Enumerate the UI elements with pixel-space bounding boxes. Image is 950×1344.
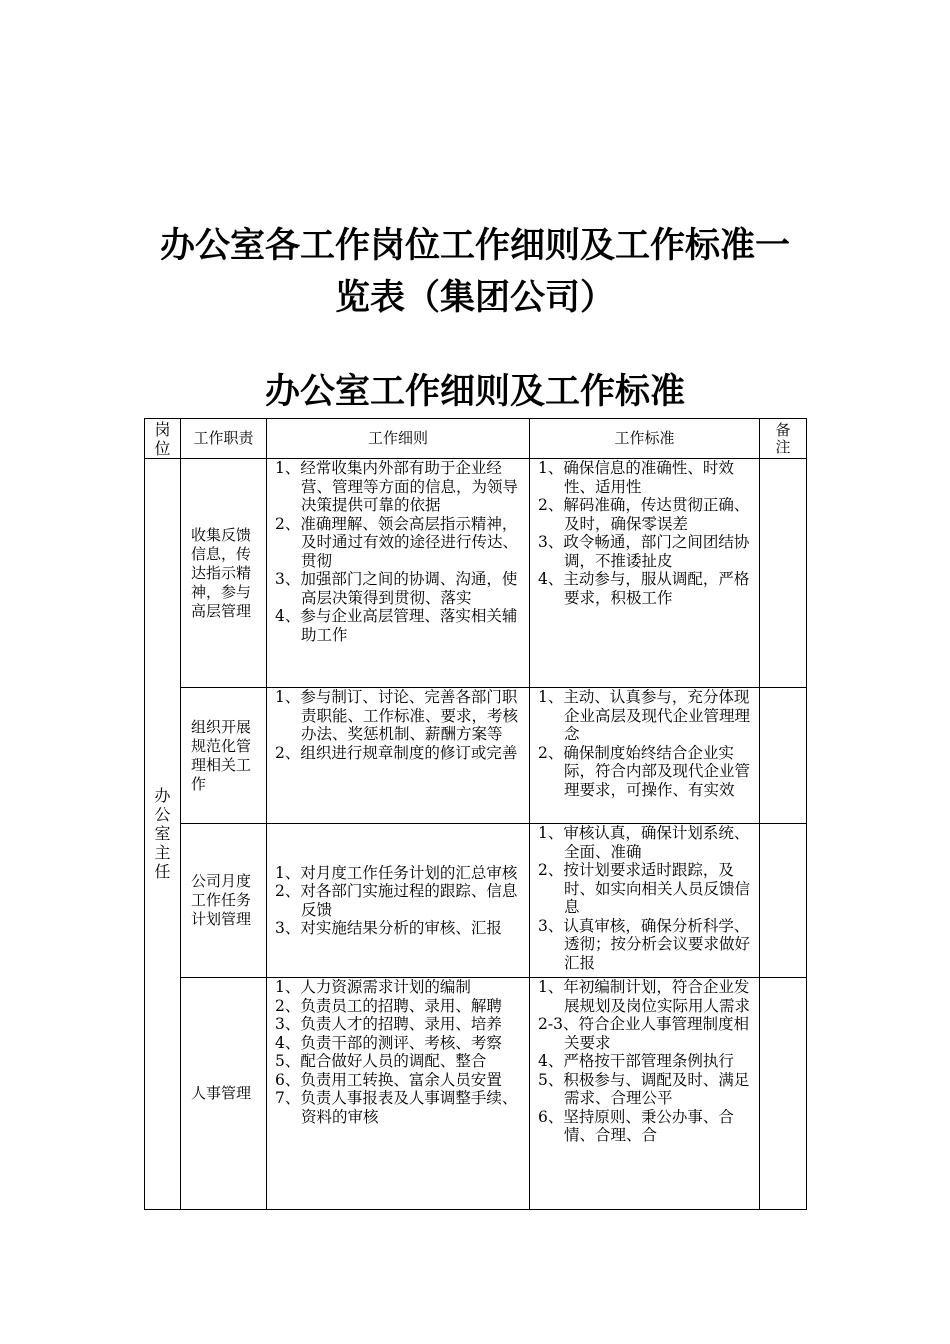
duty-table: [144, 418, 807, 1210]
note-cell: [760, 459, 807, 688]
standards-cell: [530, 824, 760, 978]
detail-item: 6、负责用工转换、富余人员安置: [275, 1070, 502, 1089]
duty-cell: 组织开展规范化管理相关工作: [181, 688, 267, 824]
note-cell: [760, 824, 807, 978]
document-title-line2: 览表（集团公司）: [334, 278, 615, 318]
standards-cell: [530, 688, 760, 824]
standard-item: 2、按计划要求适时跟踪，及时、如实向相关人员反馈信息: [538, 861, 751, 916]
standard-item: 3、认真审核，确保分析科学、透彻；按分析会议要求做好汇报: [538, 916, 751, 972]
note-cell: [760, 978, 807, 1210]
standard-item: 5、积极参与、调配及时、满足需求、合理公平: [538, 1070, 750, 1107]
header-standards: 工作标准: [530, 419, 760, 459]
standards-cell: [530, 978, 760, 1210]
detail-item: 1、经常收集内外部有助于企业经营、管理等方面的信息，为领导决策提供可靠的依据: [275, 459, 519, 514]
standard-item: 2-3、符合企业人事管理制度相关要求: [538, 1015, 749, 1052]
detail-item: 2、组织进行规章制度的修订或完善: [275, 743, 518, 762]
standard-item: 1、年初编制计划，符合企业发展规划及岗位实际用人需求: [538, 978, 751, 1015]
standard-item: 1、审核认真，确保计划系统、全面、准确: [538, 824, 750, 861]
standards-cell: [530, 459, 760, 688]
standard-item: 2、解码准确，传达贯彻正确、及时，确保零误差: [538, 496, 750, 533]
detail-item: 2、负责员工的招聘、录用、解聘: [275, 996, 502, 1015]
header-details: 工作细则: [267, 419, 530, 459]
duty-cell: 人事管理: [181, 978, 267, 1210]
standard-item: 2、确保制度始终结合企业实际，符合内部及现代企业管理要求，可操作、有实效: [538, 743, 751, 799]
duty-cell: 收集反馈信息，传达指示精神，参与高层管理: [181, 459, 267, 688]
details-cell: [267, 688, 530, 824]
table-header-row: [145, 419, 807, 459]
detail-item: 1、参与制订、讨论、完善各部门职责职能、工作标准、要求，考核办法、奖惩机制、薪酬方案等: [275, 688, 519, 743]
note-cell: [760, 688, 807, 824]
standard-item: 4、主动参与，服从调配，严格要求，积极工作: [538, 570, 750, 607]
standard-item: 3、政令畅通，部门之间团结协调，不推诿扯皮: [538, 533, 750, 570]
detail-item: 1、人力资源需求计划的编制: [275, 978, 471, 996]
standard-item: 6、坚持原则、秉公办事、合情、合理、合: [538, 1107, 734, 1144]
detail-item: 3、对实施结果分析的审核、汇报: [275, 919, 502, 937]
standard-item: 1、主动、认真参与，充分体现企业高层及现代企业管理理念: [538, 688, 751, 743]
detail-item: 3、负责人才的招聘、录用、培养: [275, 1015, 502, 1033]
table-title: 办公室工作细则及工作标准: [264, 372, 685, 412]
detail-item: 3、加强部门之间的协调、沟通，使高层决策得到贯彻、落实: [275, 570, 518, 607]
duty-cell: 公司月度工作任务计划管理: [181, 824, 267, 978]
standard-item: 4、严格按干部管理条例执行: [538, 1052, 734, 1070]
table-row: [145, 688, 807, 824]
detail-item: 4、参与企业高层管理、落实相关辅助工作: [275, 607, 518, 644]
details-cell: [267, 978, 530, 1210]
standard-item: 1、确保信息的准确性、时效性、适用性: [538, 459, 734, 496]
details-cell: [267, 824, 530, 978]
table-row: [145, 978, 807, 1210]
table-row: [145, 824, 807, 978]
detail-item: 7、负责人事报表及人事调整手续、资料的审核: [275, 1089, 518, 1126]
detail-item: 4、负责干部的测评、考核、考察: [275, 1033, 502, 1052]
detail-item: 5、配合做好人员的调配、整合: [275, 1052, 487, 1070]
header-note: 备注: [760, 419, 807, 459]
table-row: [145, 459, 807, 688]
detail-item: 1、对月度工作任务计划的汇总审核: [275, 863, 518, 882]
header-position: 岗位: [145, 419, 181, 459]
detail-item: 2、准确理解、领会高层指示精神，及时通过有效的途径进行传达、贯彻: [275, 514, 519, 570]
document-title: [140, 220, 810, 324]
position-cell: 办公室主任: [145, 459, 181, 1210]
detail-item: 2、对各部门实施过程的跟踪、信息反馈: [275, 882, 518, 919]
document-title-line1: 办公室各工作岗位工作细则及工作标准一: [159, 226, 790, 266]
header-duty: 工作职责: [181, 419, 267, 459]
details-cell: [267, 459, 530, 688]
